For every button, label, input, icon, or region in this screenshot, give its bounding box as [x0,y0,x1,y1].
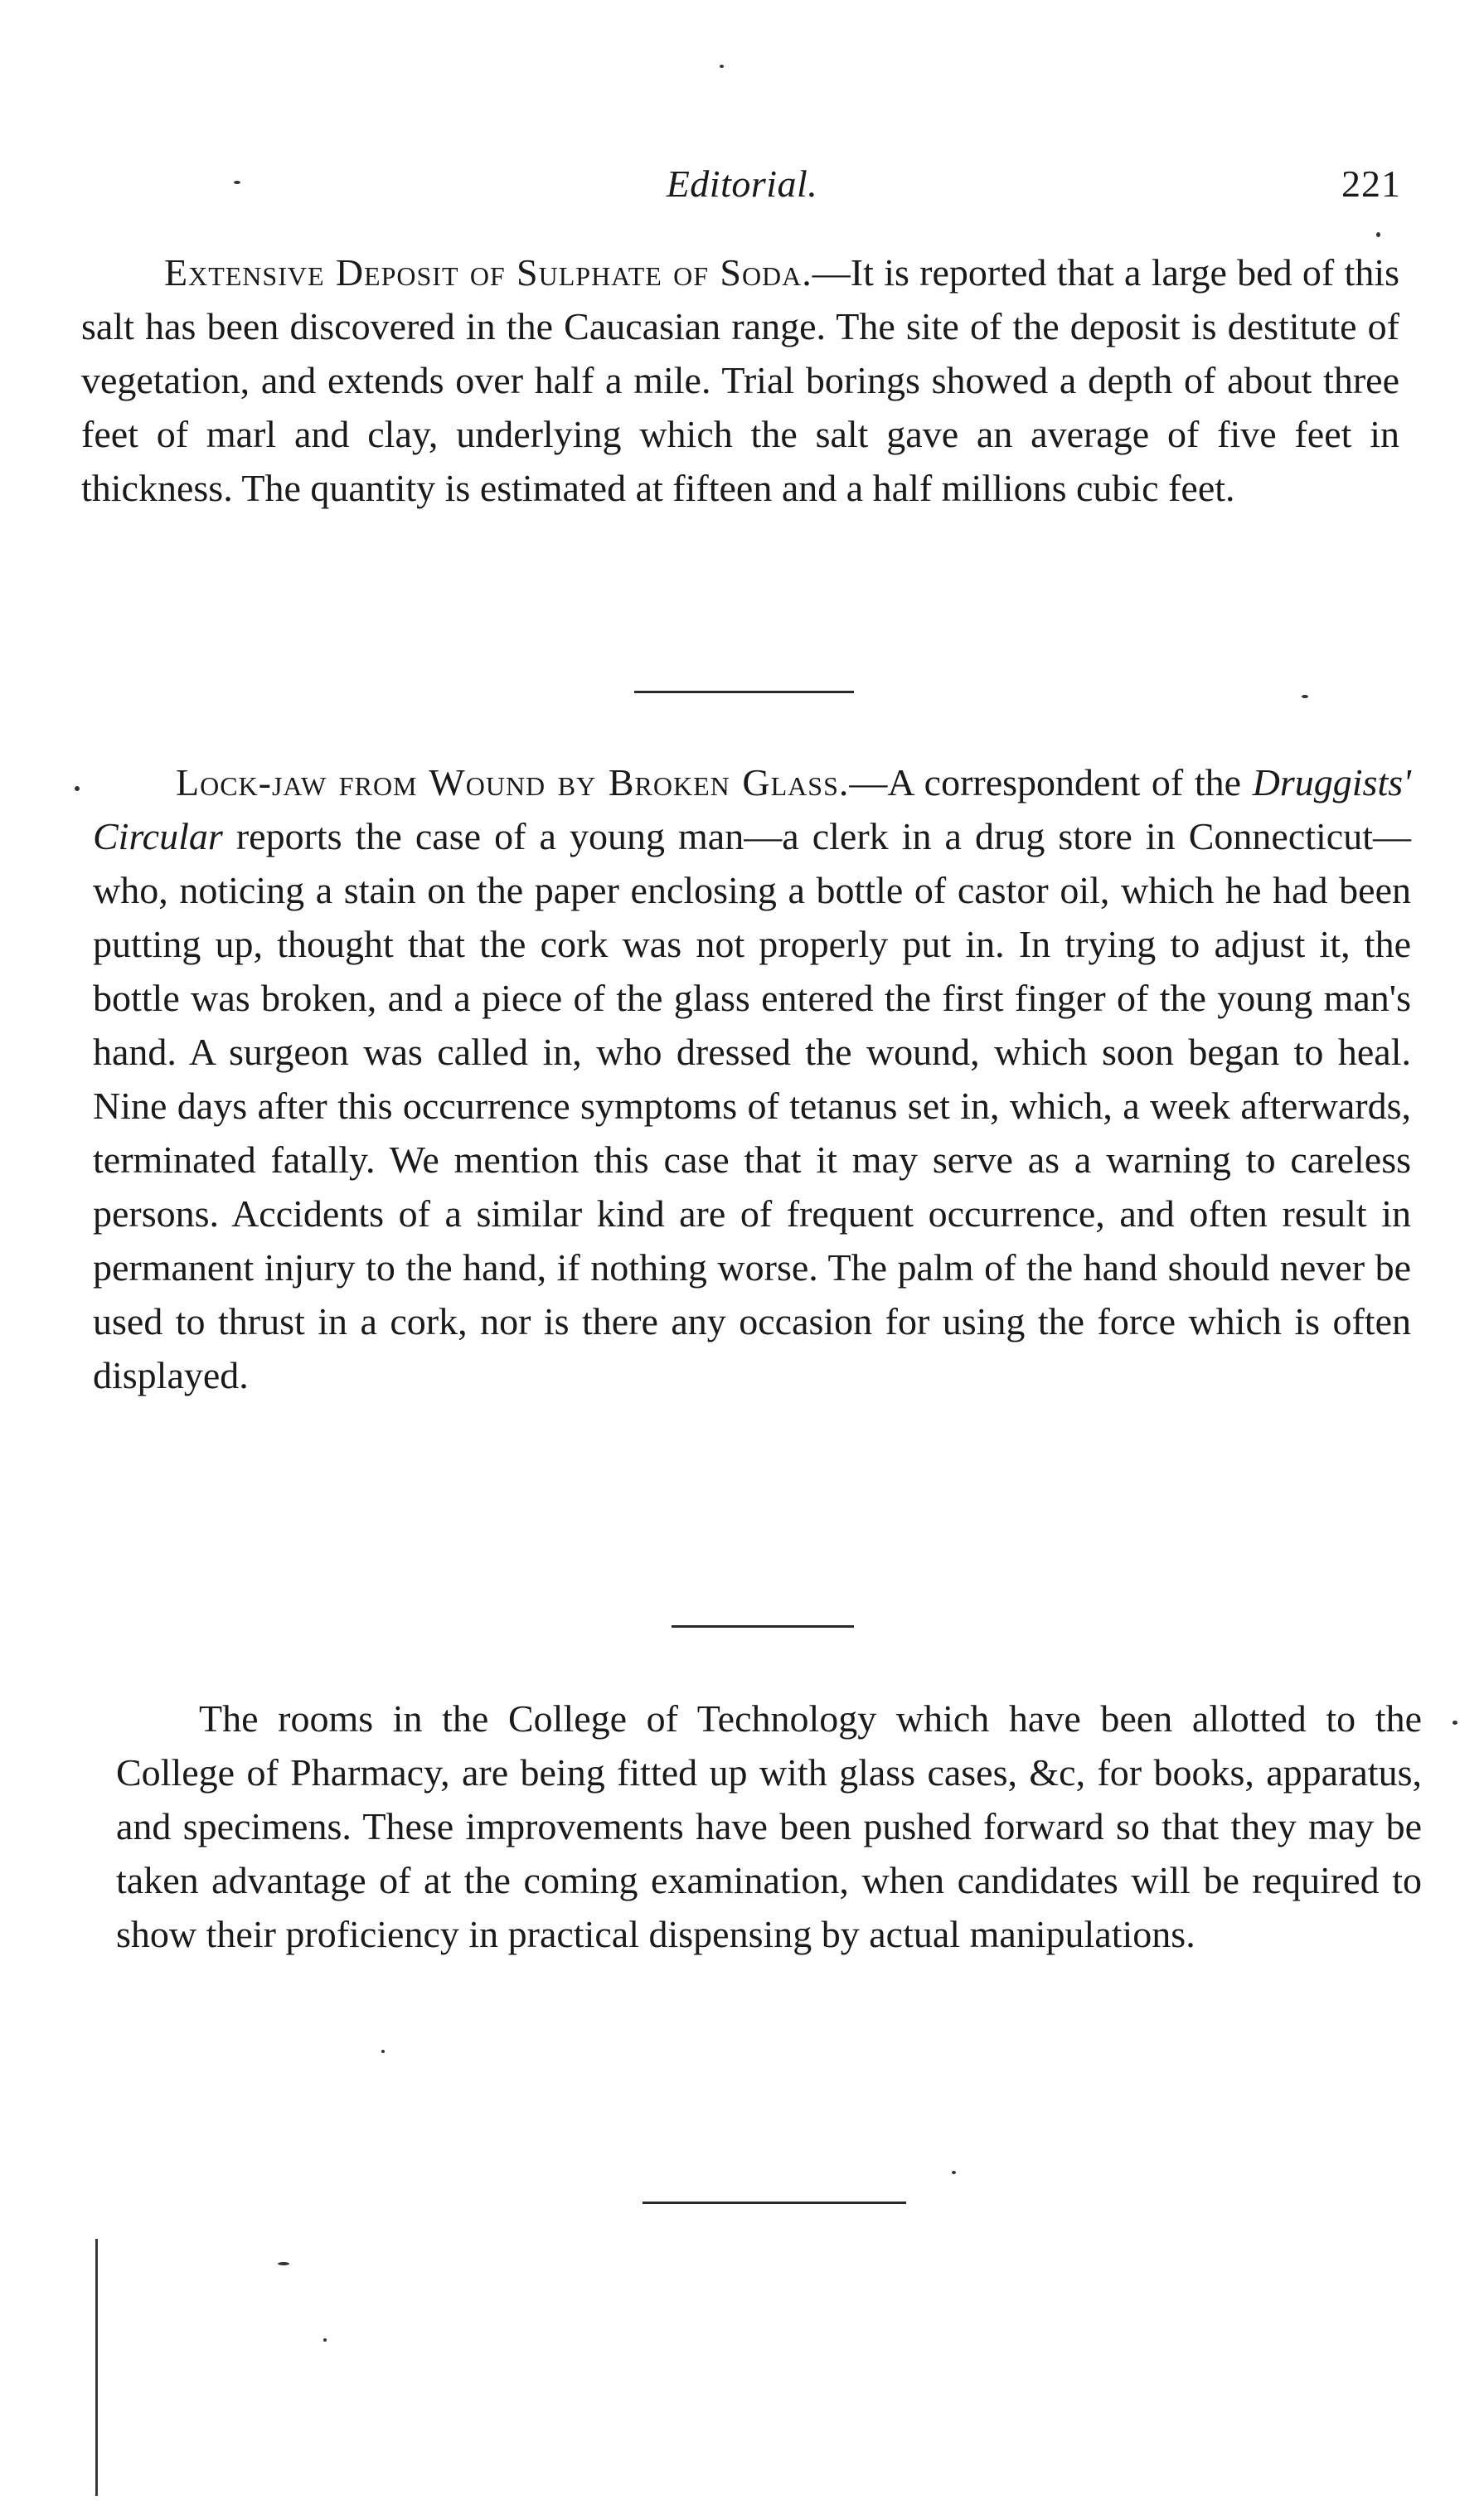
running-head [83,162,1401,220]
scan-speck [952,2171,956,2174]
section-divider [672,1625,854,1628]
scan-speck [1302,695,1308,698]
section-divider [643,2202,906,2204]
journal-title: Druggists' Circular [93,761,1411,857]
scan-speck [75,786,80,791]
scan-margin-line [95,2239,98,2496]
article-body: —It is reported that a large bed of this salt has been discovered in the Caucasian range. The site of the deposit is destitute of vegetation, and extends over half a mile. Trial borings showed a depth of about three feet of marl and clay, underlying which the salt gave an average of five feet in thickness. The quantity is estimated at fifteen and a half millions cubic feet. [81,251,1399,509]
scan-speck [278,2262,289,2265]
article-heading: Extensive Deposit of Sulphate of Soda. [164,251,812,294]
scan-speck [1452,1721,1457,1725]
article-paragraph: The rooms in the College of Technology which have been allotted to the College of Pharmacy, are being fitted up with glass cases, &c, for books, apparatus, and specimens. These improvements have been pushed forward so that they may be taken advantage of at the coming examination, when candidates will be required to show their proficiency in practical dispensing by actual manipulations. [116,1697,1422,1955]
scan-speck [381,2050,385,2053]
article-body-start: —A correspondent of the [849,761,1253,803]
article-paragraph [93,755,1411,1402]
article-heading: Lock-jaw from Wound by Broken Glass. [176,761,850,803]
article-paragraph [81,245,1399,515]
scan-speck [720,65,724,68]
article-lock-jaw [93,755,1411,1402]
scan-speck [323,2338,327,2342]
article-college-rooms [116,1692,1422,1961]
scan-speck [1376,232,1380,237]
article-sulphate-of-soda [81,245,1399,515]
running-title: Editorial. [666,163,818,205]
scan-speck [234,181,240,184]
article-body-rest: reports the case of a young man—a clerk in a drug store in Connecticut—who, noticing a stain on the paper enclosing a bottle of castor oil, which he had been putting up, thought that the cork was not properly put in. In trying to adjust it, the bottle was broken, and a piece of the glass entered the first finger of the young man's hand. A surgeon was called in, who dressed the wound, which soon began to heal. Nine days after this occurrence symptoms of tetanus set in, which, a week afterwards, terminated fatally. We mention this case that it may serve as a warning to careless persons. Accidents of a similar kind are of frequent occurrence, and often result in permanent injury to the hand, if nothing worse. The palm of the hand should never be used to thrust in a cork, nor is there any occasion for using the force which is often displayed. [93,815,1411,1396]
page-number: 221 [1341,163,1401,205]
section-divider [634,691,854,693]
